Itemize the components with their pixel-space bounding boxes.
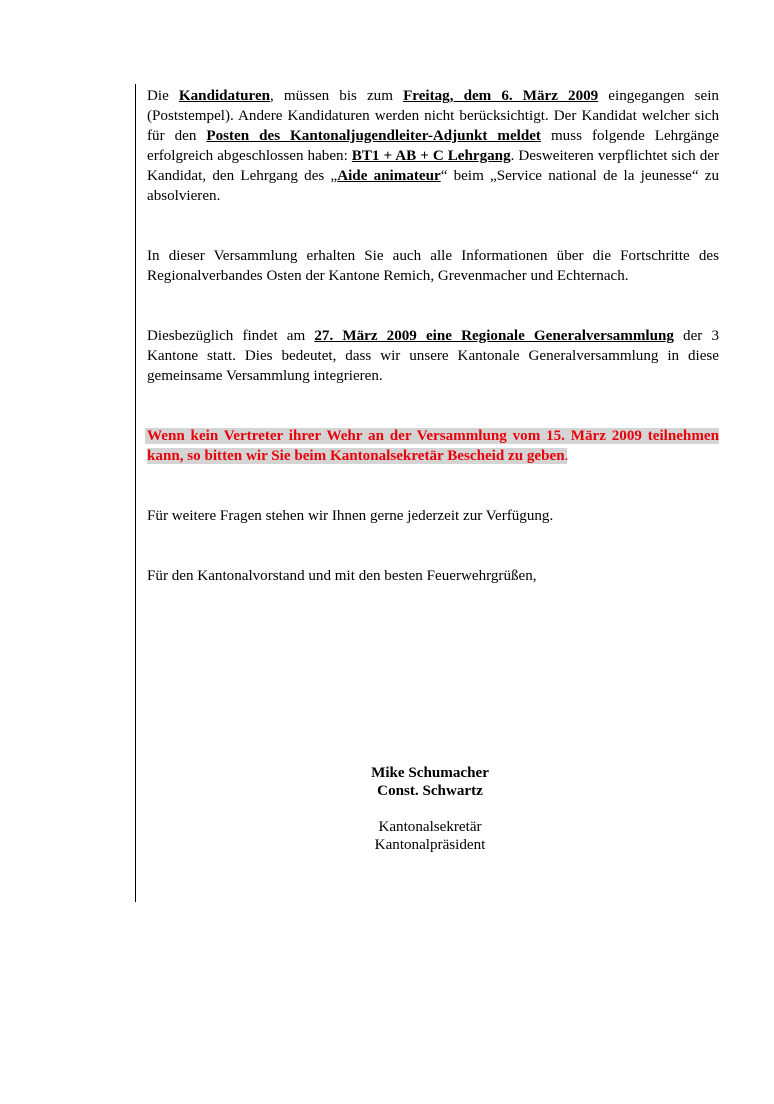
paragraph-information: In dieser Versammlung erhalten Sie auch alle Informationen über die Fortschritte des Regionalverbandes Osten der Kantone Remich, Grevenmacher und Echternach. — [147, 248, 719, 284]
text-run: Diesbezüglich findet am — [147, 328, 315, 344]
signatory-role-2: Kantonalpräsident — [374, 837, 486, 853]
margin-rule — [135, 84, 136, 902]
text-run: , müssen bis zum — [270, 88, 404, 104]
text-run: “ beim „Service national de la jeunesse“ zu absolvieren. — [147, 168, 719, 204]
emphasis-kandidaturen: Kandidaturen — [178, 88, 271, 104]
paragraph-closing: Für den Kantonalvorstand und mit den besten Feuerwehrgrüßen, — [147, 568, 537, 584]
signatory-role-1: Kantonalsekretär — [378, 819, 482, 835]
paragraph-general-assembly — [147, 326, 719, 386]
letter-body — [147, 86, 719, 586]
emphasis-posten: Posten des Kantonaljugendleiter-Adjunkt meldet — [206, 128, 541, 144]
text-run: . Desweiteren verpflichtet sich der Kandidat, den Lehrgang des „ — [147, 148, 719, 184]
text-run: eingegangen sein (Poststempel). Andere Kandidaturen werden nicht berücksichtigt. Der Kandidat welcher sich für den — [147, 88, 719, 144]
signatory-name-2: Const. Schwartz — [377, 783, 483, 799]
emphasis-assembly-date: 27. März 2009 eine Regionale Generalversammlung — [314, 328, 674, 344]
paragraph-questions: Für weitere Fragen stehen wir Ihnen gerne jederzeit zur Verfügung. — [147, 508, 554, 524]
text-run: der 3 Kantone statt. Dies bedeutet, dass wir unsere Kantonale Generalversammlung in diese gemeinsame Versammlung integrieren. — [147, 328, 719, 384]
highlighted-notice: Wenn kein Vertreter ihrer Wehr an der Versammlung vom 15. März 2009 teilnehmen kann, so bitten wir Sie beim Kantonalsekretär Bescheid zu geben — [147, 428, 719, 464]
text-run: Die — [147, 88, 179, 104]
signature-spacer — [280, 800, 580, 818]
emphasis-aide-animateur: Aide animateur — [337, 168, 441, 184]
notice-period: . — [564, 448, 569, 464]
emphasis-deadline: Freitag, dem 6. März 2009 — [403, 88, 599, 104]
paragraph-notice — [147, 426, 719, 466]
text-run: muss folgende Lehrgänge erfolgreich abgeschlossen haben: — [147, 128, 719, 164]
paragraph-candidacies — [147, 86, 719, 206]
signature-block — [280, 764, 580, 854]
emphasis-lehrgang: BT1 + AB + C Lehrgang — [351, 148, 511, 164]
signatory-name-1: Mike Schumacher — [371, 765, 489, 781]
